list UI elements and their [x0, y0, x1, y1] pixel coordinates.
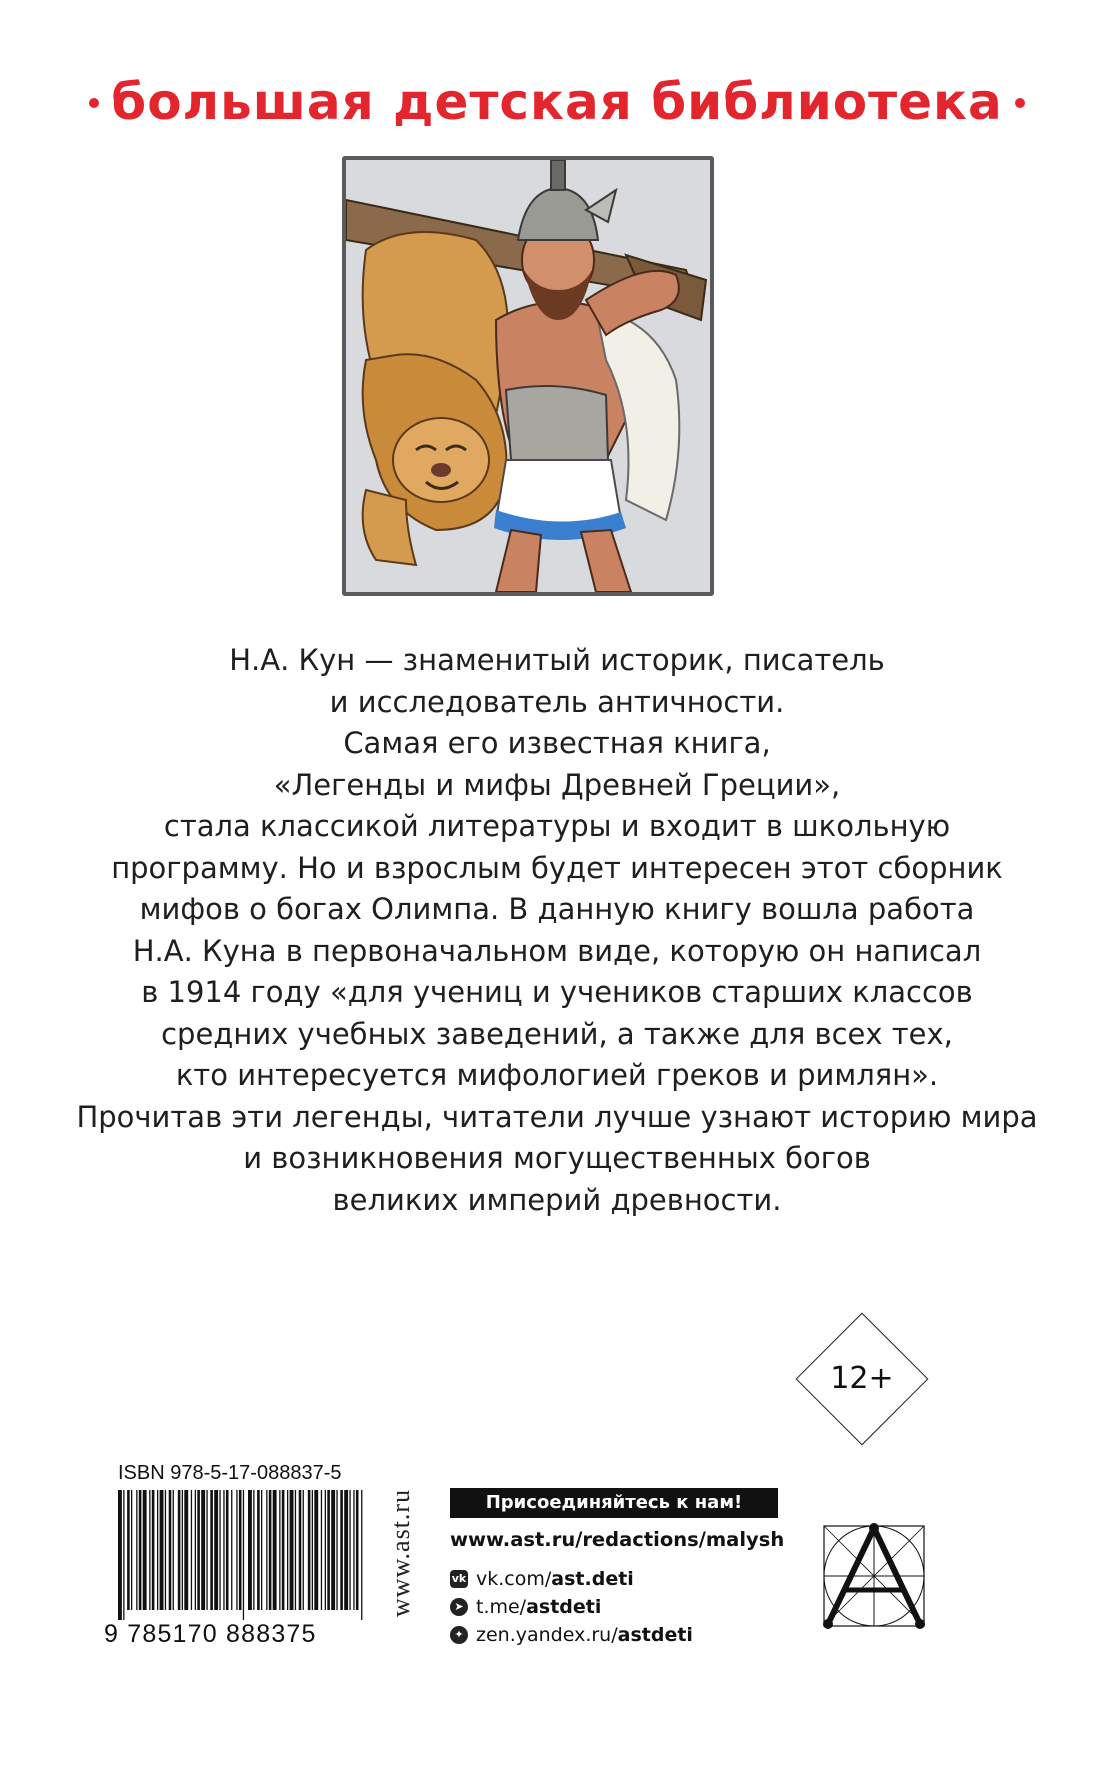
barcode-bar — [295, 1490, 296, 1610]
telegram-icon: ➤ — [450, 1598, 468, 1616]
description-text — [50, 640, 1064, 1221]
description-line: Самая его известная книга, — [343, 726, 771, 760]
barcode-bar — [325, 1490, 326, 1610]
barcode-bar — [261, 1490, 262, 1610]
barcode-digits: 9 785170 888375 — [104, 1620, 317, 1648]
zen-icon: ✦ — [450, 1626, 468, 1644]
age-rating-text: 12+ — [830, 1361, 894, 1396]
isbn-label: ISBN 978-5-17-088837-5 — [118, 1462, 342, 1484]
barcode-bar — [210, 1490, 213, 1610]
barcode-bar — [197, 1490, 200, 1610]
barcode-bar — [356, 1490, 359, 1610]
age-rating-badge — [796, 1313, 928, 1445]
barcode-bar — [152, 1490, 155, 1610]
social-prefix: vk.com/ — [476, 1568, 552, 1590]
barcode-bar — [231, 1490, 232, 1610]
description-line: великих империй древности. — [332, 1182, 782, 1217]
barcode-bar — [118, 1490, 122, 1620]
barcode-bar — [127, 1490, 130, 1610]
description-line: мифов о богах Олимпа. В данную книгу вошла работа — [139, 892, 975, 926]
description-line: стала классикой литературы и входит в школьную — [163, 809, 951, 843]
barcode-bar — [308, 1490, 311, 1610]
social-prefix: t.me/ — [476, 1596, 527, 1618]
barcode-bar — [169, 1490, 172, 1610]
description-line: и возникновения могущественных богов — [243, 1141, 871, 1175]
barcode-bar — [290, 1490, 294, 1610]
publisher-logo — [816, 1518, 932, 1634]
description-line: средних учебных заведений, а также для всех тех, — [161, 1016, 953, 1051]
barcode-bar — [201, 1490, 205, 1610]
social-link-telegram[interactable] — [450, 1594, 790, 1620]
barcode-bar — [184, 1490, 188, 1610]
barcode-bar — [353, 1490, 354, 1610]
bullet-dot-left — [89, 98, 99, 108]
barcode-bar — [303, 1490, 304, 1610]
description-line: «Легенды и мифы Древней Греции», — [273, 767, 841, 802]
barcode-bar — [206, 1490, 207, 1610]
social-prefix: zen.yandex.ru/ — [476, 1624, 618, 1646]
barcode-bar — [195, 1490, 196, 1610]
barcode-bar — [314, 1490, 318, 1610]
barcode-bar — [160, 1490, 164, 1610]
barcode-bar — [136, 1490, 137, 1610]
publisher-site-vertical-text: www.ast.ru — [386, 1488, 415, 1618]
barcode-bar — [282, 1490, 285, 1610]
description-line: Н.А. Кун — знаменитый историк, писатель — [229, 643, 885, 677]
barcode-bar — [273, 1490, 277, 1610]
barcode-bar — [312, 1490, 313, 1610]
barcode-bar — [253, 1490, 254, 1610]
barcode-bar — [165, 1490, 166, 1610]
barcode-bar — [321, 1490, 322, 1610]
social-link-vk[interactable] — [450, 1566, 790, 1592]
description-line: программу. Но и взрослым будет интересен этот сборник — [111, 850, 1003, 885]
social-handle: astdeti — [617, 1624, 693, 1646]
barcode-bar — [340, 1490, 343, 1610]
barcode-bar — [248, 1490, 252, 1610]
social-handle: ast.deti — [551, 1568, 634, 1590]
join-us-banner: Присоединяйтесь к нам! — [450, 1488, 778, 1518]
description-line: и исследователь античности. — [329, 684, 785, 719]
description-line: Прочитав эти легенды, читатели лучше узнают историю мира — [76, 1099, 1038, 1134]
barcode-bar — [299, 1490, 302, 1610]
cover-illustration — [342, 156, 714, 596]
barcode-bar — [131, 1490, 132, 1610]
barcode-bar — [182, 1490, 183, 1610]
publisher-site-vertical — [384, 1468, 418, 1638]
description-line: в 1914 году «для учениц и учеников старших классов — [141, 975, 973, 1009]
barcode-bar — [173, 1490, 174, 1610]
barcode-bar — [336, 1490, 337, 1610]
barcode-bar — [269, 1490, 272, 1610]
barcode-bar — [331, 1490, 335, 1610]
barcode-bar — [236, 1490, 237, 1610]
barcode-bar — [219, 1490, 220, 1610]
barcode-bar — [361, 1490, 362, 1620]
barcode — [118, 1490, 364, 1620]
barcode-bar — [349, 1490, 350, 1610]
barcode-bar — [214, 1490, 218, 1610]
barcode-bar — [287, 1490, 288, 1610]
barcode-bar — [226, 1490, 229, 1610]
barcode-bar — [191, 1490, 192, 1610]
hero-lion-illustration — [346, 160, 710, 592]
barcode-bar — [266, 1490, 267, 1610]
barcode-bar — [327, 1490, 330, 1610]
barcode-bar — [143, 1490, 147, 1610]
barcode-bar — [157, 1490, 158, 1610]
series-title-text: большая детская библиотека — [111, 73, 1003, 131]
barcode-bar — [178, 1490, 181, 1610]
barcode-bar — [257, 1490, 260, 1610]
barcode-bar — [223, 1490, 224, 1610]
barcode-bar — [279, 1490, 280, 1610]
barcode-bar — [149, 1490, 150, 1610]
barcode-bar — [344, 1490, 348, 1610]
barcode-bar — [239, 1490, 242, 1610]
bullet-dot-right — [1015, 98, 1025, 108]
description-line: кто интересуется мифологией греков и римлян». — [175, 1058, 939, 1092]
barcode-bar — [243, 1490, 244, 1620]
series-title — [0, 62, 1114, 142]
description-line: Н.А. Куна в первоначальном виде, которую он написал — [132, 933, 982, 968]
social-handle: astdeti — [526, 1596, 602, 1618]
barcode-bar — [123, 1490, 124, 1620]
barcode-bar — [139, 1490, 142, 1610]
vk-icon: vk — [450, 1570, 468, 1588]
publisher-url[interactable]: www.ast.ru/redactions/malysh — [450, 1528, 785, 1551]
social-link-zen[interactable] — [450, 1622, 790, 1648]
